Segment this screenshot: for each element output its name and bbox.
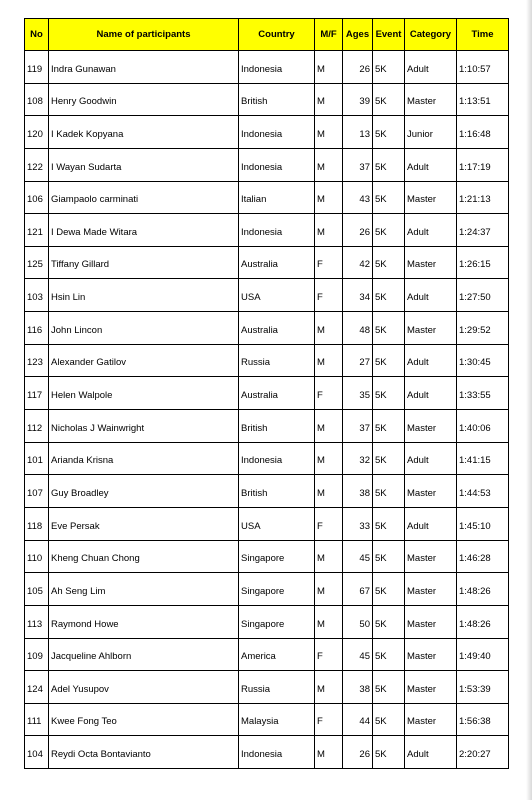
cell-name: Raymond Howe — [49, 605, 239, 638]
cell-time: 1:48:26 — [457, 573, 509, 606]
cell-time: 1:41:15 — [457, 442, 509, 475]
cell-no: 108 — [25, 83, 49, 116]
cell-age: 48 — [343, 312, 373, 345]
cell-country: Indonesia — [239, 214, 315, 247]
cell-event: 5K — [373, 703, 405, 736]
cell-event: 5K — [373, 507, 405, 540]
cell-age: 38 — [343, 475, 373, 508]
cell-name: Alexander Gatilov — [49, 344, 239, 377]
cell-event: 5K — [373, 475, 405, 508]
cell-time: 1:27:50 — [457, 279, 509, 312]
cell-country: Indonesia — [239, 736, 315, 769]
cell-category: Adult — [405, 736, 457, 769]
cell-mf: M — [315, 83, 343, 116]
cell-category: Adult — [405, 51, 457, 84]
cell-country: Indonesia — [239, 148, 315, 181]
cell-name: Kheng Chuan Chong — [49, 540, 239, 573]
cell-mf: M — [315, 540, 343, 573]
cell-category: Adult — [405, 442, 457, 475]
cell-age: 26 — [343, 51, 373, 84]
cell-country: Indonesia — [239, 442, 315, 475]
header-name: Name of participants — [49, 19, 239, 51]
cell-no: 107 — [25, 475, 49, 508]
cell-name: Helen Walpole — [49, 377, 239, 410]
cell-country: Indonesia — [239, 116, 315, 149]
cell-age: 38 — [343, 671, 373, 704]
cell-age: 35 — [343, 377, 373, 410]
table-row — [25, 344, 509, 377]
table-row — [25, 605, 509, 638]
cell-time: 1:40:06 — [457, 410, 509, 443]
table-row — [25, 507, 509, 540]
cell-no: 101 — [25, 442, 49, 475]
cell-age: 27 — [343, 344, 373, 377]
cell-category: Adult — [405, 344, 457, 377]
cell-age: 34 — [343, 279, 373, 312]
cell-mf: M — [315, 181, 343, 214]
cell-time: 1:53:39 — [457, 671, 509, 704]
cell-age: 45 — [343, 638, 373, 671]
cell-time: 1:49:40 — [457, 638, 509, 671]
cell-mf: M — [315, 671, 343, 704]
cell-category: Junior — [405, 116, 457, 149]
cell-no: 111 — [25, 703, 49, 736]
page-edge-shadow — [526, 0, 532, 800]
cell-no: 106 — [25, 181, 49, 214]
cell-time: 1:17:19 — [457, 148, 509, 181]
cell-name: Nicholas J Wainwright — [49, 410, 239, 443]
table-row — [25, 573, 509, 606]
cell-no: 119 — [25, 51, 49, 84]
cell-time: 1:48:26 — [457, 605, 509, 638]
cell-event: 5K — [373, 573, 405, 606]
cell-no: 110 — [25, 540, 49, 573]
cell-country: Russia — [239, 344, 315, 377]
cell-name: I Wayan Sudarta — [49, 148, 239, 181]
cell-name: Jacqueline Ahlborn — [49, 638, 239, 671]
cell-age: 44 — [343, 703, 373, 736]
cell-name: Henry Goodwin — [49, 83, 239, 116]
cell-category: Master — [405, 246, 457, 279]
table-row — [25, 148, 509, 181]
cell-age: 42 — [343, 246, 373, 279]
header-mf: M/F — [315, 19, 343, 51]
cell-no: 109 — [25, 638, 49, 671]
cell-time: 1:44:53 — [457, 475, 509, 508]
cell-mf: F — [315, 279, 343, 312]
cell-name: Arianda Krisna — [49, 442, 239, 475]
cell-event: 5K — [373, 51, 405, 84]
cell-age: 26 — [343, 736, 373, 769]
cell-mf: M — [315, 214, 343, 247]
cell-time: 1:24:37 — [457, 214, 509, 247]
table-row — [25, 312, 509, 345]
cell-event: 5K — [373, 116, 405, 149]
table-row — [25, 475, 509, 508]
cell-age: 43 — [343, 181, 373, 214]
cell-name: I Kadek Kopyana — [49, 116, 239, 149]
cell-time: 2:20:27 — [457, 736, 509, 769]
cell-time: 1:21:13 — [457, 181, 509, 214]
cell-event: 5K — [373, 279, 405, 312]
cell-country: Malaysia — [239, 703, 315, 736]
cell-mf: F — [315, 246, 343, 279]
cell-name: Tiffany Gillard — [49, 246, 239, 279]
header-event: Event — [373, 19, 405, 51]
cell-event: 5K — [373, 148, 405, 181]
table-row — [25, 736, 509, 769]
results-body — [25, 51, 509, 769]
table-row — [25, 410, 509, 443]
cell-age: 37 — [343, 410, 373, 443]
cell-event: 5K — [373, 605, 405, 638]
cell-no: 105 — [25, 573, 49, 606]
cell-country: British — [239, 410, 315, 443]
cell-mf: M — [315, 736, 343, 769]
cell-name: Eve Persak — [49, 507, 239, 540]
table-row — [25, 638, 509, 671]
cell-event: 5K — [373, 638, 405, 671]
cell-mf: M — [315, 344, 343, 377]
cell-age: 39 — [343, 83, 373, 116]
cell-no: 122 — [25, 148, 49, 181]
cell-no: 112 — [25, 410, 49, 443]
cell-time: 1:10:57 — [457, 51, 509, 84]
cell-name: Adel Yusupov — [49, 671, 239, 704]
cell-age: 26 — [343, 214, 373, 247]
cell-no: 103 — [25, 279, 49, 312]
cell-name: John Lincon — [49, 312, 239, 345]
cell-age: 50 — [343, 605, 373, 638]
cell-mf: F — [315, 507, 343, 540]
cell-country: USA — [239, 279, 315, 312]
cell-mf: M — [315, 605, 343, 638]
cell-mf: F — [315, 638, 343, 671]
table-row — [25, 83, 509, 116]
header-no: No — [25, 19, 49, 51]
table-row — [25, 671, 509, 704]
cell-name: I Dewa Made Witara — [49, 214, 239, 247]
cell-time: 1:26:15 — [457, 246, 509, 279]
cell-no: 123 — [25, 344, 49, 377]
cell-mf: M — [315, 148, 343, 181]
cell-age: 37 — [343, 148, 373, 181]
results-sheet — [24, 18, 512, 769]
cell-no: 118 — [25, 507, 49, 540]
cell-country: Singapore — [239, 573, 315, 606]
cell-event: 5K — [373, 246, 405, 279]
cell-time: 1:56:38 — [457, 703, 509, 736]
cell-country: Australia — [239, 246, 315, 279]
cell-mf: F — [315, 703, 343, 736]
cell-time: 1:16:48 — [457, 116, 509, 149]
cell-category: Master — [405, 83, 457, 116]
header-category: Category — [405, 19, 457, 51]
cell-age: 45 — [343, 540, 373, 573]
cell-category: Master — [405, 703, 457, 736]
cell-time: 1:33:55 — [457, 377, 509, 410]
cell-category: Master — [405, 540, 457, 573]
cell-name: Giampaolo carminati — [49, 181, 239, 214]
cell-no: 121 — [25, 214, 49, 247]
cell-age: 32 — [343, 442, 373, 475]
header-time: Time — [457, 19, 509, 51]
cell-category: Master — [405, 605, 457, 638]
cell-country: Australia — [239, 312, 315, 345]
table-row — [25, 116, 509, 149]
cell-no: 124 — [25, 671, 49, 704]
cell-name: Reydi Octa Bontavianto — [49, 736, 239, 769]
cell-category: Master — [405, 638, 457, 671]
header-ages: Ages — [343, 19, 373, 51]
cell-time: 1:29:52 — [457, 312, 509, 345]
cell-country: USA — [239, 507, 315, 540]
cell-country: America — [239, 638, 315, 671]
cell-name: Ah Seng Lim — [49, 573, 239, 606]
cell-time: 1:46:28 — [457, 540, 509, 573]
cell-category: Master — [405, 573, 457, 606]
cell-mf: M — [315, 312, 343, 345]
cell-age: 33 — [343, 507, 373, 540]
cell-mf: M — [315, 475, 343, 508]
table-row — [25, 214, 509, 247]
cell-time: 1:45:10 — [457, 507, 509, 540]
table-row — [25, 377, 509, 410]
cell-event: 5K — [373, 214, 405, 247]
table-row — [25, 279, 509, 312]
cell-country: Australia — [239, 377, 315, 410]
cell-category: Master — [405, 671, 457, 704]
header-row — [25, 19, 509, 51]
cell-name: Indra Gunawan — [49, 51, 239, 84]
cell-name: Kwee Fong Teo — [49, 703, 239, 736]
table-row — [25, 246, 509, 279]
table-row — [25, 181, 509, 214]
cell-country: Russia — [239, 671, 315, 704]
cell-country: British — [239, 83, 315, 116]
cell-category: Adult — [405, 214, 457, 247]
cell-category: Adult — [405, 279, 457, 312]
cell-name: Guy Broadley — [49, 475, 239, 508]
cell-mf: M — [315, 410, 343, 443]
cell-country: Italian — [239, 181, 315, 214]
table-row — [25, 51, 509, 84]
cell-time: 1:13:51 — [457, 83, 509, 116]
cell-event: 5K — [373, 181, 405, 214]
cell-no: 116 — [25, 312, 49, 345]
table-row — [25, 703, 509, 736]
cell-country: Singapore — [239, 605, 315, 638]
cell-mf: M — [315, 442, 343, 475]
results-table — [24, 18, 509, 769]
cell-category: Adult — [405, 148, 457, 181]
cell-mf: M — [315, 51, 343, 84]
cell-event: 5K — [373, 540, 405, 573]
cell-event: 5K — [373, 671, 405, 704]
cell-category: Master — [405, 475, 457, 508]
cell-no: 113 — [25, 605, 49, 638]
cell-category: Master — [405, 410, 457, 443]
cell-event: 5K — [373, 312, 405, 345]
cell-no: 104 — [25, 736, 49, 769]
cell-event: 5K — [373, 377, 405, 410]
cell-no: 120 — [25, 116, 49, 149]
cell-mf: F — [315, 377, 343, 410]
cell-country: British — [239, 475, 315, 508]
cell-mf: M — [315, 116, 343, 149]
cell-age: 67 — [343, 573, 373, 606]
cell-no: 125 — [25, 246, 49, 279]
cell-country: Singapore — [239, 540, 315, 573]
table-row — [25, 442, 509, 475]
cell-event: 5K — [373, 344, 405, 377]
cell-event: 5K — [373, 736, 405, 769]
cell-event: 5K — [373, 442, 405, 475]
header-country: Country — [239, 19, 315, 51]
cell-no: 117 — [25, 377, 49, 410]
cell-country: Indonesia — [239, 51, 315, 84]
cell-category: Adult — [405, 377, 457, 410]
cell-event: 5K — [373, 410, 405, 443]
cell-event: 5K — [373, 83, 405, 116]
cell-category: Adult — [405, 507, 457, 540]
table-row — [25, 540, 509, 573]
cell-time: 1:30:45 — [457, 344, 509, 377]
cell-category: Master — [405, 312, 457, 345]
cell-name: Hsin Lin — [49, 279, 239, 312]
cell-age: 13 — [343, 116, 373, 149]
cell-category: Master — [405, 181, 457, 214]
cell-mf: M — [315, 573, 343, 606]
